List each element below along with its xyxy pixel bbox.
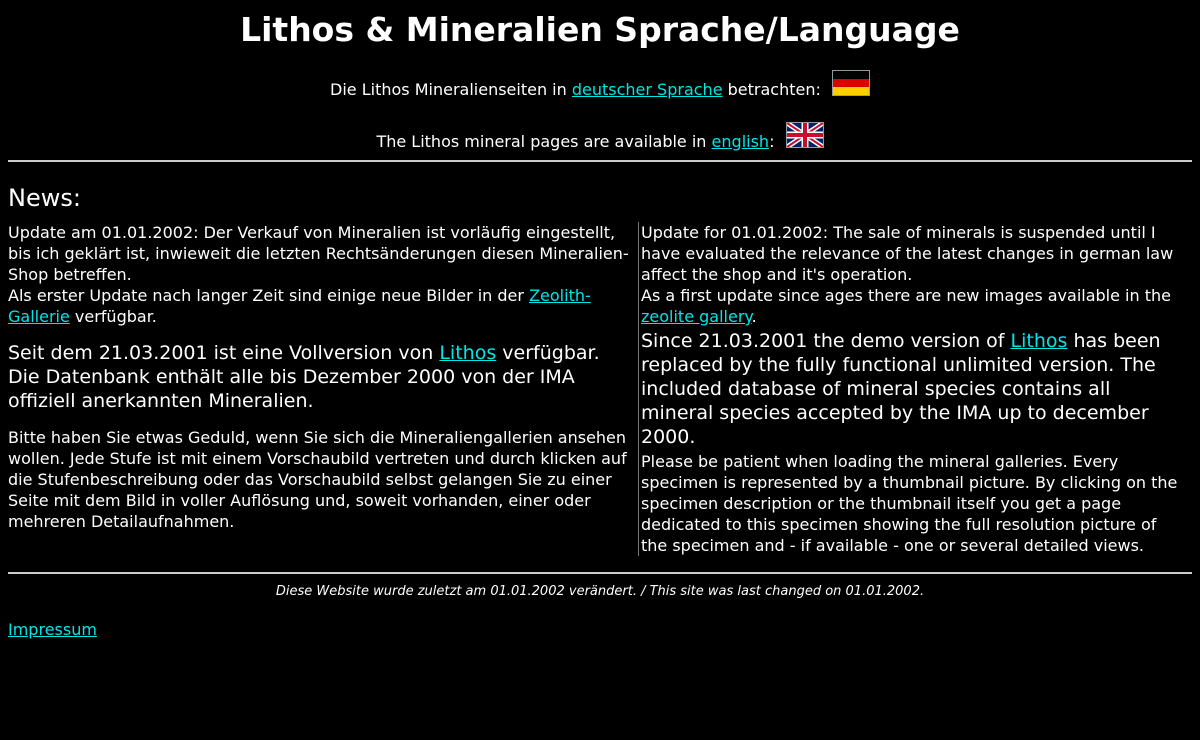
impressum-link[interactable]: Impressum — [8, 620, 97, 639]
news-columns — [8, 222, 1192, 556]
german-prefix: Die Lithos Mineralienseiten in — [330, 80, 567, 99]
english-suffix: : — [769, 132, 775, 151]
english-lithos-prefix: Since 21.03.2001 the demo version of — [641, 330, 1005, 352]
english-gallery-suffix: . — [751, 307, 757, 326]
german-lithos-link[interactable]: Lithos — [439, 342, 497, 364]
germany-flag-icon[interactable] — [832, 70, 870, 96]
german-lithos-note — [8, 341, 636, 413]
german-language-link[interactable]: deutscher Sprache — [571, 80, 723, 99]
german-lithos-prefix: Seit dem 21.03.2001 ist eine Vollversion von — [8, 342, 434, 364]
news-english-column — [639, 222, 1187, 556]
german-lithos-suffix: verfügbar. Die Datenbank enthält alle bis Dezember 2000 von der IMA offiziell anerkannten Mineralien. — [8, 342, 600, 412]
zeolith-gallerie-link[interactable]: Zeolith-Gallerie — [8, 286, 591, 326]
top-divider — [8, 160, 1192, 162]
german-language-line — [8, 74, 1192, 100]
german-update-note: Update am 01.01.2002: Der Verkauf von Mineralien ist vorläufig eingestellt, bis ich geklärt ist, inwieweit die letzten Rechtsänderungen diesen Mineralien-Shop betreffen. — [8, 223, 629, 284]
english-language-line — [8, 126, 1192, 152]
german-patience-note: Bitte haben Sie etwas Geduld, wenn Sie sich die Mineraliengallerien ansehen wollen. Jede Stufe ist mit einem Vorschaubild vertreten und durch klicken auf die Stufenbeschreibung oder das Vorschaubild selbst gelangen Sie zu einer Seite mit dem Bild in voller Auflösung und, soweit vorhanden, einer oder mehreren Detailaufnahmen. — [8, 428, 627, 531]
english-gallery-note — [641, 285, 1187, 327]
english-gallery-prefix: As a first update since ages there are new images available in the — [641, 286, 1171, 305]
german-gallery-prefix: Als erster Update nach langer Zeit sind einige neue Bilder in der — [8, 286, 524, 305]
page-title: Lithos & Mineralien Sprache/Language — [240, 10, 960, 49]
german-gallery-suffix: verfügbar. — [74, 307, 157, 326]
news-german-column — [8, 222, 639, 556]
english-lithos-suffix: has been replaced by the fully functional unlimited version. The included database of mineral species contains all mineral species accepted by the IMA up to december 2000. — [641, 330, 1161, 448]
uk-flag-icon[interactable] — [786, 122, 824, 148]
english-prefix: The Lithos mineral pages are available in — [376, 132, 707, 151]
news-heading: News: — [8, 184, 81, 212]
german-suffix: betrachten: — [727, 80, 821, 99]
english-lithos-link[interactable]: Lithos — [1010, 330, 1068, 352]
bottom-divider — [8, 572, 1192, 574]
last-changed-note: Diese Website wurde zuletzt am 01.01.2002 verändert. / This site was last changed on 01.01.2002. — [275, 584, 925, 599]
zeolite-gallery-link[interactable]: zeolite gallery — [641, 307, 752, 326]
english-update-note: Update for 01.01.2002: The sale of minerals is suspended until I have evaluated the relevance of the latest changes in german law affect the shop and it's operation. — [641, 223, 1174, 284]
english-lithos-note — [641, 329, 1187, 449]
english-language-link[interactable]: english — [711, 132, 770, 151]
german-gallery-note — [8, 285, 636, 327]
english-patience-note: Please be patient when loading the mineral galleries. Every specimen is represented by a thumbnail picture. By clicking on the specimen description or the thumbnail itself you get a page dedicated to this specimen showing the full resolution picture of the specimen and - if available - one or several detailed views. — [641, 452, 1178, 555]
